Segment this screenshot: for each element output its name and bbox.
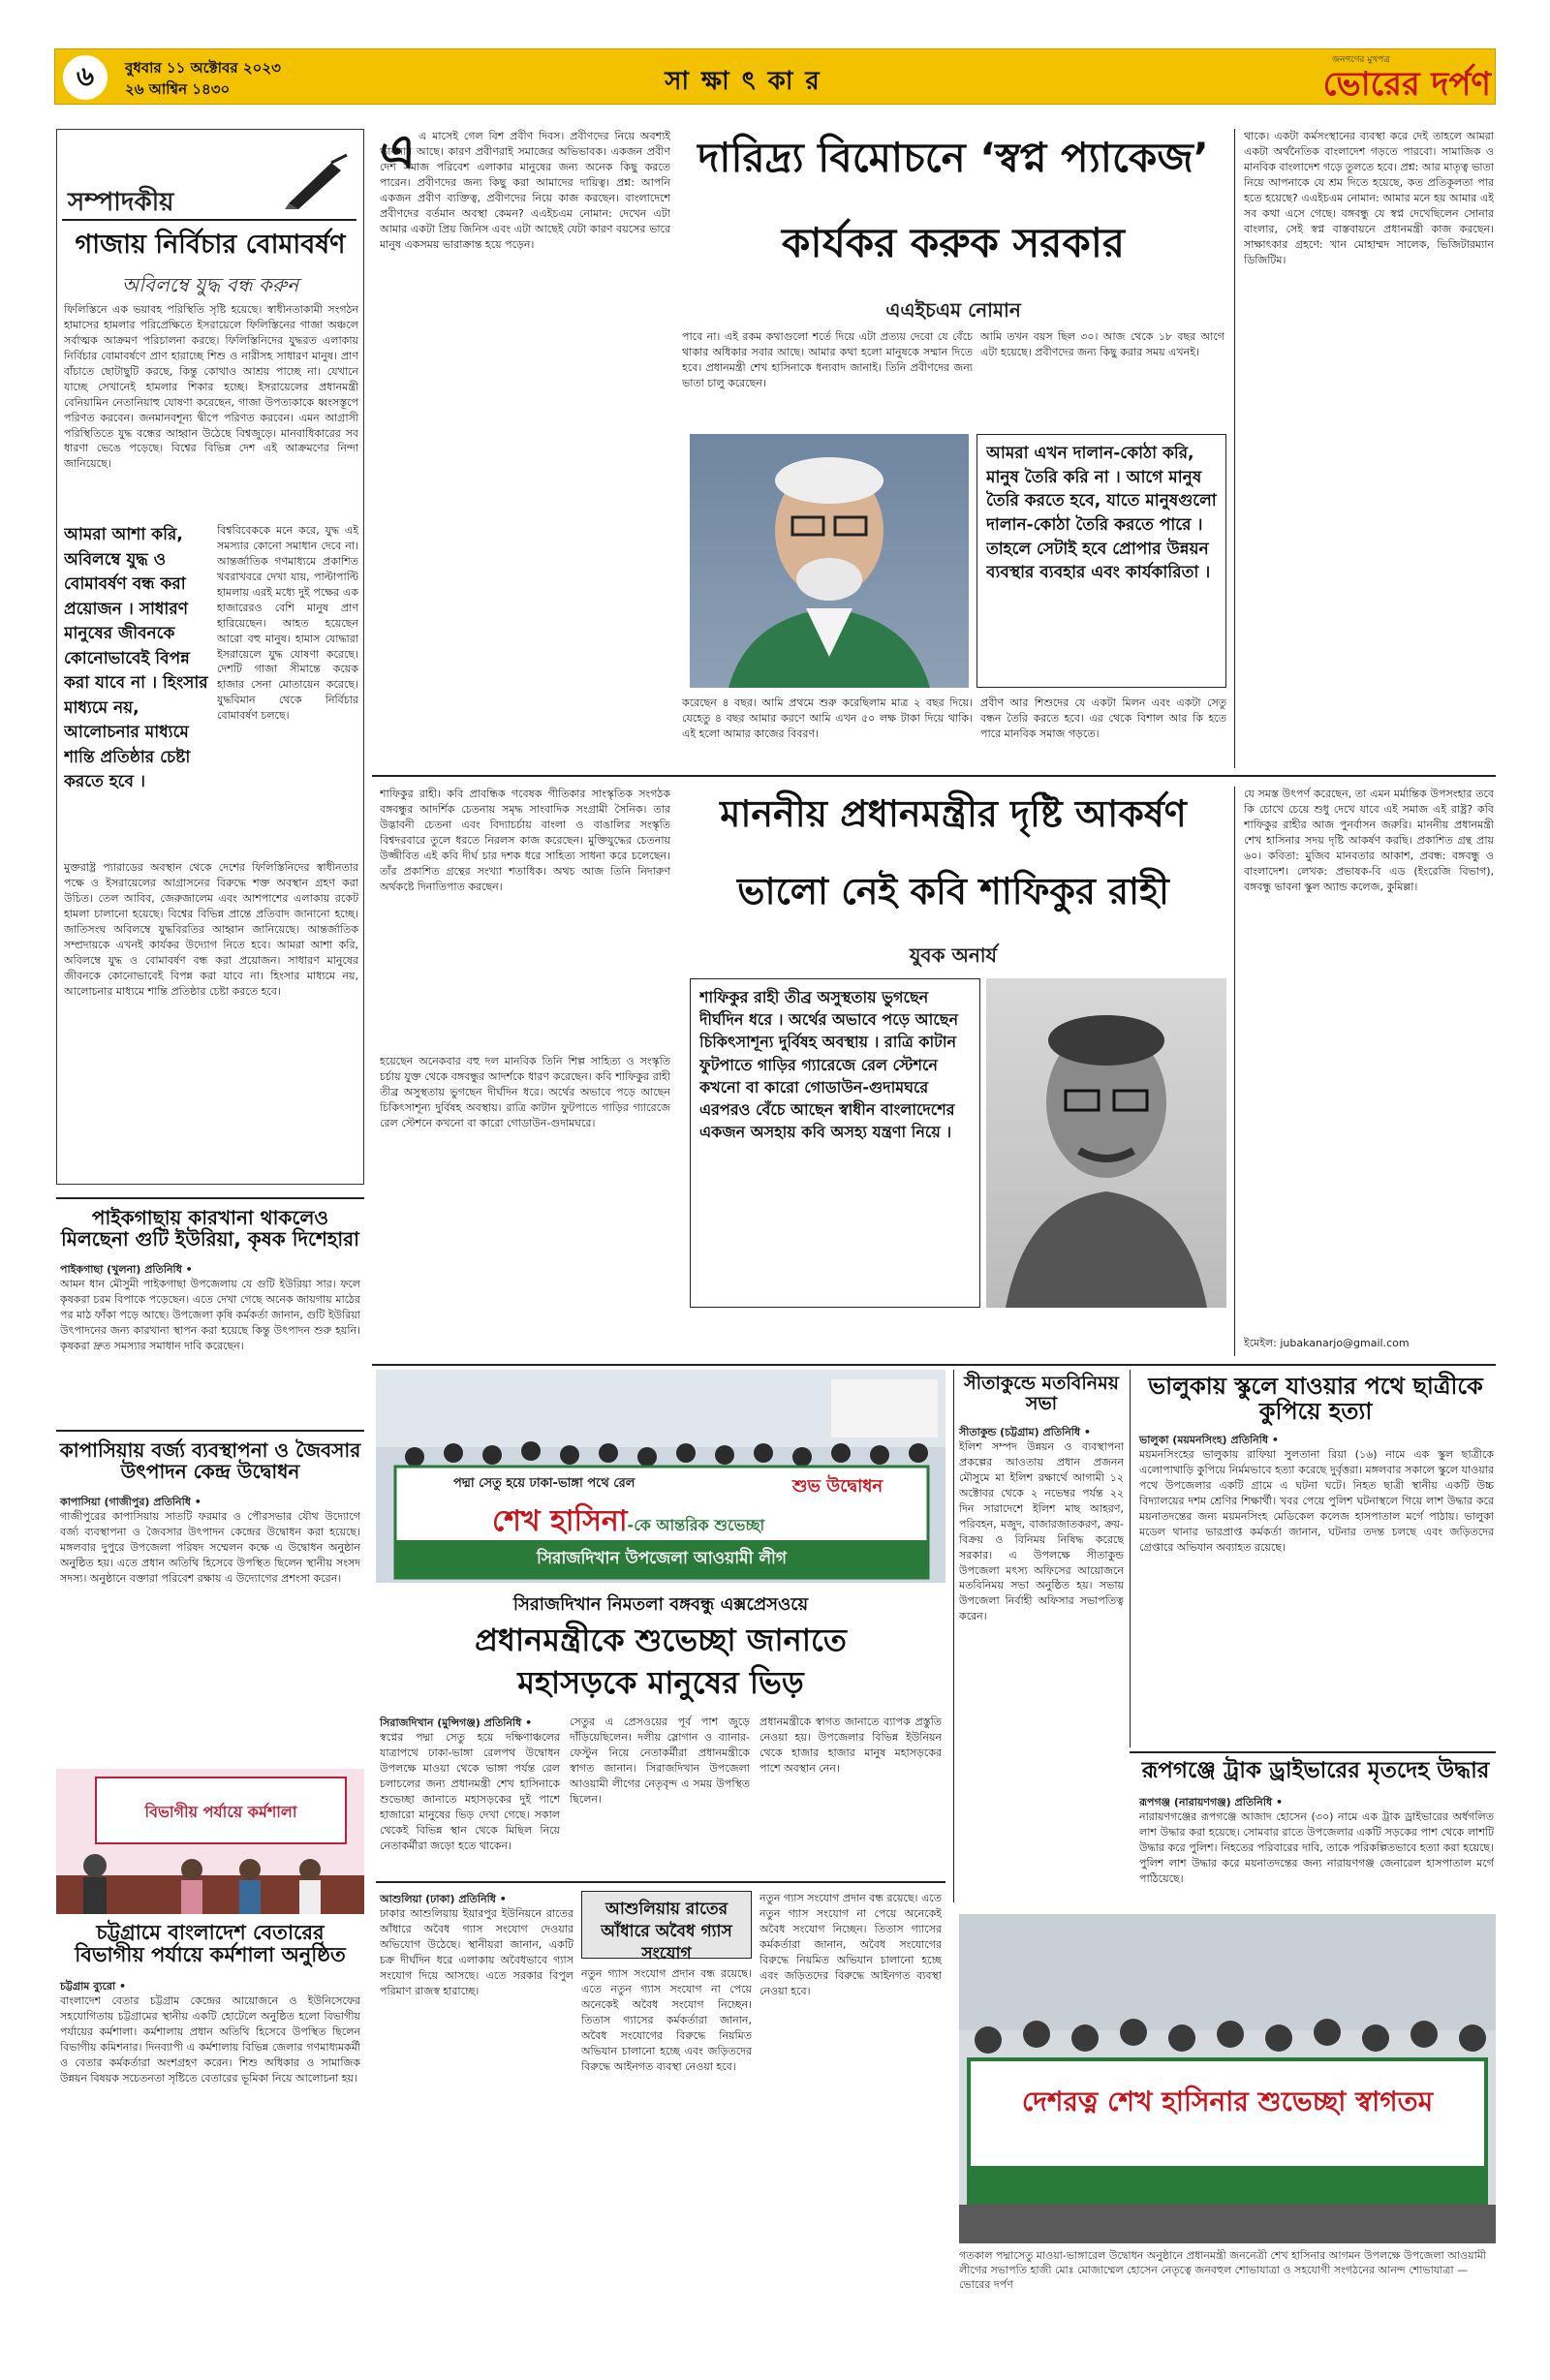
expressway-banner-small: পদ্মা সেতু হয়ে ঢাকা-ভাঙ্গা পথে রেল [453,1476,636,1491]
chattogram-workshop-photo [56,1769,364,1914]
kapasia-dateline: কাপাসিয়া (গাজীপুর) প্রতিনিধি • [60,1496,202,1508]
date-line-2: ২৬ আশ্বিন ১৪৩০ [125,80,231,98]
sitakunda-headline: সীতাকুন্ডে মতবিনিময় সভা [964,1373,1119,1414]
expressway-banner-org-strip [395,1540,928,1577]
editorial-body-2: বিশ্ববিবেককে মনে করে, যুদ্ধ এই সমস্যার কোনো সমাধান দেবে না। আন্তর্জাতিক গণমাধ্যমে প্রকাশিত খবরাখবরে দেখা যায়, পাল্টাপাল্টি হামলায় এরই মধ্যে দুই পক্ষের এক হাজারেরও বেশি মানুষ প্রাণ হারিয়েছেন। আহত হয়েছেন আরো বহু মানুষ। হামাস যোদ্ধারা ইসরায়েলে যুদ্ধ যোষণা করেছে। দেশটি গাজা সীমান্তে কয়েক হাজার সেনা মোতায়েন করেছে। যুদ্ধবিমান থেকে নির্বিচার বোমাবর্ষণ চলছে। [217,524,358,723]
interview1-col1-text: এ মাসেই গেল বিশ প্রবীণ দিবস। প্রবীণদের নিয়ে অবশ্যই ভাবনার আছে। কারণ প্রবীণরাই সমাজের অভিভাবক। একজন প্রবীণ দেশ সমাজ পরিবেশ এলাকার মানুষের জন্য অনেক কিছু করতে পারেন। প্রবীণদের জন্য কিছু করা আমাদের দায়িত্ব। প্রশ্ন: আপনি একজন প্রবীণ ব্যক্তিত্ব, প্রবীণদের নিয়ে কাজ করছেন। বাংলাদেশে প্রবীণদের বর্তমান অবস্থা কেমন? এএইচএম নোমান: দেখেন এটা আমার একটা প্রিয় জিনিস এবং এটা আছেই যেটা কারণ বয়সের ভারে মানুষ একসময় ভারাক্রান্ত হয়ে পড়েন। [380,130,670,251]
ashulia-col1: ঢাকার আশুলিয়ায় ইয়ারপুর ইউনিয়নে রাতের আঁধারে অবৈধ গ্যাস সংযোগ দেওয়ার অভিযোগ উঠেছে। স্থানীয়রা জানান, একটি চক্র দীর্ঘদিন ধরে এলাকায় অবৈধভাবে গ্যাস সংযোগ দিয়ে আসছে। এতে সরকার বিপুল পরিমাণ রাজস্ব হারাচ্ছে। [380,1907,574,1997]
expressway-headline-2: মহাসড়কে মানুষের ভিড় [517,1664,804,1701]
editorial-pull-quote: আমরা আশা করি, অবিলম্বে যুদ্ধ ও বোমাবর্ষণ বন্ধ করা প্রয়োজন । সাধারণ মানুষের জীবনকে কোনোভাবেই বিপন্ন করা যাবে না । হিংসার মাধ্যমে নয়, আলোচনার মাধ্যমে শান্তি প্রতিষ্ঠার চেষ্টা করতে হবে । [64,525,208,791]
interview2-col1-text: শাফিকুর রাহী। কবি প্রাবন্ধিক গবেষক গীতিকার সাংস্কৃতিক সংগঠক বঙ্গবন্ধুর আদর্শিক চেতনায় সমৃদ্ধ সাংবাদিক সংগ্রামী সৈনিক। তার উদ্ভাবনী চেতনা এবং বিদ্যাচর্চায় বাংলা ও বাঙালির সংস্কৃতি বিশ্বদরবারে তুলে ধরতে নিরলস কাজ করেছেন। মুক্তিযুদ্ধের চেতনায় উজ্জীবিত এই কবি দীর্ঘ চার দশক ধরে সাহিত্য সাধনা করে চলেছেন। তাঁর প্রকাশিত গ্রন্থের সংখ্যা শতাধিক। অথচ আজ তিনি নিদারুণ অর্থকষ্টে দিনাতিপাত করছেন। [380,788,670,893]
interview2-email: ইমেইল: jubakanarjo@gmail.com [1244,1337,1410,1349]
expressway-col2: সেতুর এ প্রেসওয়ের পূর্ব পাশ জুড়ে দাঁড়িয়েছিলেন। দলীয় স্লোগান ও ব্যানার-ফেস্টুন নিয়ে নেতাকর্মীরা প্রধানমন্ত্রীকে স্বাগত জানান। সিরাজদিখান উপজেলা আওয়ামী লীগের নেতৃবৃন্দ এ সময় উপস্থিত ছিলেন। [570,1715,750,1806]
interview1-col5-text: করেছেন ৪ বছর। আমি প্রথমে শুরু করেছিলাম মাত্র ২ বছর দিয়ে। যেহেতু ৪ বছর আমার করণে আমি এখন ৫০ লক্ষ টাকা দিয়ে থাকি। এই হলো আমার কাজের বিবরণ। [682,696,973,740]
rally-banner-text: দেশরত্ন শেখ হাসিনার শুভেচ্ছা স্বাগতম [1021,2086,1434,2117]
interview1-col1: এ এ মাসেই গেল বিশ প্রবীণ দিবস। প্রবীণদের নিয়ে অবশ্যই ভাবনার আছে। কারণ প্রবীণরাই সমাজের অভিভাবক। একজন প্রবীণ দেশ সমাজ পরিবেশ এলাকার মানুষের জন্য অনেক কিছু করতে পারেন। প্রবীণদের জন্য কিছু করা আমাদের দায়িত্ব। প্রশ্ন: আপনি একজন প্রবীণ ব্যক্তিত্ব, প্রবীণদের নিয়ে কাজ করছেন। বাংলাদেশে প্রবীণদের বর্তমান অবস্থা কেমন? এএইচএম নোমান: দেখেন এটা আমার একটা প্রিয় জিনিস এবং এটা আছেই যেটা কারণ বয়সের ভারে মানুষ একসময় ভারাক্রান্ত হয়ে পড়েন। [380,129,670,768]
sitakunda-body: ইলিশ সম্পদ উন্নয়ন ও ব্যবস্থাপনা প্রকল্পের আওতায় প্রধান প্রজনন মৌসুমে মা ইলিশ রক্ষার্থে আগামী ১২ অক্টোবর থেকে ২ নভেম্বর পর্যন্ত ২২ দিন সারাদেশে ইলিশ মাছ আহরণ, পরিবহন, মজুদ, বাজারজাতকরণ, ক্রয়-বিক্রয় ও বিনিময় নিষিদ্ধ করেছে সরকার। এ উপলক্ষে সীতাকুন্ড উপজেলা মৎস্য অফিসের আয়োজনে মতবিনিময় সভা অনুষ্ঠিত হয়। সভায় উপজেলা নির্বাহী অফিসার সভাপতিত্ব করেন। [959,1440,1124,1623]
expressway-kicker: সিরাজদিখান নিমতলা বঙ্গবন্ধু এক্সপ্রেসওয়ে [512,1594,809,1615]
editorial-body-3: মুক্তরাষ্ট্র প্যারাডের অবস্থান থেকে দেশের ফিলিস্তিনিদের স্বাধীনতার পক্ষে ও ইসরায়েলের আগ্রাসনের বিরুদ্ধে শক্ত অবস্থান গ্রহণ করা উচিত। তেল আবিব, জেরুজালেম এবং আশপাশের এলাকায় রকেট হামলা চালানো হয়েছে। বিশ্বের বিভিন্ন প্রান্তে প্রতিবাদ জানানো হচ্ছে। জাতিসংঘ অবিলম্বে যুদ্ধবিরতির আহ্বান জানিয়েছে। আন্তর্জাতিক সম্প্রদায়কে এখনই কার্যকর উদ্যোগ নিতে হবে। আমরা আশা করি, অবিলম্বে যুদ্ধ ও বোমাবর্ষণ বন্ধ করা প্রয়োজন। সাধারণ মানুষের জীবনকে কোনোভাবেই বিপন্ন করা যাবে না। হিংসার মাধ্যমে নয়, আলোচনার মাধ্যমে শান্তি প্রতিষ্ঠার চেষ্টা করতে হবে। [64,861,358,998]
editorial-label: সম্পাদকীয় [68,188,174,217]
section-title: সা ক্ষা ৎ কা র [665,67,822,96]
chattogram-dateline: চট্টগ্রাম ব্যুরো • [60,1980,127,1993]
pen-icon [281,153,349,211]
ashulia-title: আশুলিয়ায় রাতের আঁধারে অবৈধ গ্যাস সংযোগ [601,1900,732,1963]
interview2-headline-1: মাননীয় প্রধানমন্ত্রীর দৃষ্টি আকর্ষণ [720,792,1187,835]
page-number: ৬ [63,55,108,100]
editorial-subhead: অবিলম্বে যুদ্ধ বন্ধ করুন [121,273,299,296]
rally-photo-caption: গতকাল পদ্মাসেতু মাওয়া-ভাঙ্গারেল উদ্বোধন অনুষ্ঠানে প্রধানমন্ত্রী জননেত্রী শেখ হাসিনার আগমন উপলক্ষে উপজেলা আওয়ামী লীগের সভাপতি হাজী মোঃ মোজাম্মেল হোসেন নেতৃত্বে জনবহুল শোভাযাত্রা ও সহযোগী সংগঠনের আনন্দ শোভাযাত্রা — ভোরের দর্পণ [959,2249,1487,2291]
expressway-rally-photo [376,1370,946,1583]
editorial-headline: গাজায় নির্বিচার বোমাবর্ষণ [75,230,346,260]
date-line-1: বুধবার ১১ অক্টোবর ২০২৩ [125,59,281,77]
interview1-headline-2: কার্যকর করুক সরকার [782,219,1125,266]
interview1-col2-text: পাবে না। এই রকম কথাগুলো শর্তে দিয়ে এটা প্রত্যয় দেবো যে বেঁচে থাকার অধিকার সবার আছে। আমার কথা হলো মানুষকে সম্মান দিতে হবে। প্রধানমন্ত্রী শেখ হাসিনাকে ধন্যবাদ জানাই। তিনি প্রবীণদের জন্য ভাতা চালু করেছেন। [682,330,973,389]
ashulia-col-mid: নতুন গ্যাস সংযোগ প্রদান বন্ধ রয়েছে। এতে নতুন গ্যাস সংযোগ না পেয়ে অনেকেই অবৈধ সংযোগ নিচ্ছেন। তিতাস গ্যাসের কর্মকর্তারা জানান, অবৈধ সংযোগের বিরুদ্ধে নিয়মিত অভিযান চালানো হচ্ছে এবং জড়িতদের বিরুদ্ধে আইনগত ব্যবস্থা নেওয়া হবে। [581,1967,752,2073]
interview1-byline: এএইচএম নোমান [885,298,1021,322]
rupganj-headline: রূপগঞ্জে ট্রাক ড্রাইভারের মৃতদেহ উদ্ধার [1141,1758,1490,1783]
kapasia-headline: কাপাসিয়ায় বর্জ্য ব্যবস্থাপনা ও জৈবসার উৎপাদন কেন্দ্র উদ্বোধন [59,1438,361,1483]
sitakunda-dateline: সীতাকুন্ড (চট্টগ্রাম) প্রতিনিধি • [959,1426,1091,1438]
interview2-headline-2: ভালো নেই কবি শাফিকুর রাহী [737,870,1169,912]
interview1-portrait [690,434,969,688]
expressway-col3: প্রধানমন্ত্রীকে স্বাগত জানাতে ব্যাপক প্রস্তুতি নেওয়া হয়। উপজেলার বিভিন্ন ইউনিয়ন থেকে হাজার হাজার মানুষ মহাসড়কের পাশে অবস্থান নেন। [760,1715,942,1775]
rupganj-body: নারায়ণগঞ্জের রূপগঞ্জে আজাদ হোসেন (৩০) নামে এক ট্রাক ড্রাইভারের অর্ধগলিত লাশ উদ্ধার করা হয়েছে। সোমবার রাতে উপজেলার একটি সড়কের পাশ থেকে লাশটি উদ্ধার করে পুলিশ। নিহতের পরিবারের দাবি, তাকে পরিকল্পিতভাবে হত্যা করা হয়েছে। পুলিশ লাশ উদ্ধার করে ময়নাতদন্তের জন্য নারায়ণগঞ্জ জেনারেল হাসপাতাল মর্গে পাঠিয়েছে। [1139,1810,1494,1885]
expressway-banner-big-suffix: -কে আন্তরিক শুভেচ্ছা [627,1516,765,1534]
bhaluka-body: ময়মনসিংহের ভালুকায় রাফিয়া সুলতানা রিয়া (১৬) নামে এক স্কুল ছাত্রীকে এলোপাথাড়ি কুপিয়ে নির্মমভাবে হত্যা করেছে দুর্বৃত্তরা। মঙ্গলবার সকালে স্কুলে যাওয়ার পথে উপজেলার একটি গ্রামে এ ঘটনা ঘটে। নিহত ছাত্রী স্থানীয় একটি উচ্চ বিদ্যালয়ের দশম শ্রেণির শিক্ষার্থী। খবর পেয়ে পুলিশ ঘটনাস্থলে গিয়ে লাশ উদ্ধার করে ময়নাতদন্তের জন্য ময়মনসিংহ মেডিকেল কলেজ হাসপাতাল মর্গে পাঠায়। ভালুকা মডেল থানার ভারপ্রাপ্ত কর্মকর্তা জানান, ঘটনার তদন্ত চলছে এবং জড়িতদের গ্রেপ্তারে অভিযান অব্যাহত রয়েছে। [1139,1448,1494,1554]
expressway-dateline: সিরাজদিখান (মুন্সিগঞ্জ) প্রতিনিধি • [380,1716,533,1729]
kapasia-body: গাজীপুরের কাপাসিয়ায় সাতটি ফরমার ও পৌরসভার যৌথ উদ্যোগে বর্জ্য ব্যবস্থাপনা ও জৈবসার উৎপাদন কেন্দ্রের উদ্বোধন করা হয়েছে। মঙ্গলবার দুপুরে উপজেলা পরিষদ সম্মেলন কক্ষে এ উদ্বোধন অনুষ্ঠান অনুষ্ঠিত হয়। এতে প্রধান অতিথি হিসেবে উপস্থিত ছিলেন স্থানীয় সংসদ সদস্য। অনুষ্ঠানে বক্তারা পরিবেশ রক্ষায় এ উদ্যোগের প্রশংসা করেন। [60,1510,360,1585]
paikgacha-headline: পাইকগাছায় কারখানা থাকলেও মিলছেনা গুটি ইউরিয়া, কৃষক দিশেহারা [61,1206,359,1251]
interview2-portrait [986,978,1226,1308]
paikgacha-dateline: পাইকগাছা (খুলনা) প্রতিনিধি • [60,1263,193,1276]
interview2-col3-text: যে সমস্ত উৎপর্ণ করেছেন, তা এমন মর্মান্তিক উপসংহার তবে কি চোখে চেয়ে শুধু দেখে যাবে এই সমাজ এই রাষ্ট্র? কবি শাফিকুর রাহীর আজ পুনর্বাসন জরুরি। মাননীয় প্রধানমন্ত্রী শেখ হাসিনার সদয় দৃষ্টি আকর্ষণ করছি। প্রকাশিত গ্রন্থ প্রায় ৬০। কবিতা: মুজিব মানবতার আকাশ, প্রবন্ধ: বঙ্গবন্ধু ও বাংলাদেশ। লেখক: প্রভাষক-বি এড (ইংরেজি বিভাগ), বঙ্গবন্ধু ভাবনা স্কুল অ্যান্ড কলেজ, কুমিল্লা। [1244,788,1494,893]
bhaluka-dateline: ভালুকা (ময়মনসিংহ) প্রতিনিধি • [1139,1434,1279,1446]
masthead-logo: ভোরের দর্পণ [1322,65,1491,104]
ashulia-col2: নতুন গ্যাস সংযোগ প্রদান বন্ধ রয়েছে। এতে নতুন গ্যাস সংযোগ না পেয়ে অনেকেই অবৈধ সংযোগ নিচ্ছেন। তিতাস গ্যাসের কর্মকর্তারা জানান, অবৈধ সংযোগের বিরুদ্ধে নিয়মিত অভিযান চালানো হচ্ছে এবং জড়িতদের বিরুদ্ধে আইনগত ব্যবস্থা নেওয়া হবে। [760,1892,942,1997]
ashulia-dateline: আশুলিয়া (ঢাকা) প্রতিনিধি • [380,1893,507,1905]
rally-photo [959,1914,1496,2243]
expressway-banner-big-name: শেখ হাসিনা [492,1504,628,1538]
interview1-col4-text: থাকে। একটা কর্মসংস্থানের ব্যবস্থা করে দেই তাহলে আমরা একটা অর্থনৈতিক বাংলাদেশ গড়তে পারবো। সামাজিক ও মানবিক বাংলাদেশ গড়ে তুলতে হবে। প্রশ্ন: আর মাতৃত্ব ভাতা নিয়ে আপনাকে যে শ্রম দিতে হয়েছে, কত প্রতিকূলতা পার হতে হয়েছে? এএইচএম নোমান: আমার মনে হয় আমার এই সব কথা এসে গেছে। বঙ্গবন্ধু যে স্বপ্ন দেখেছিলেন সোনার বাংলার, সেই স্বপ্ন বাস্তবায়নে প্রধানমন্ত্রী কাজ করছেন। সাক্ষাৎকার গ্রহণে: খান মোহাম্মদ সালেক, ভিজিটারম্যান ডিজিটিম। [1244,130,1494,266]
interview1-quote: আমরা এখন দালান-কোঠা করি, মানুষ তৈরি করি না । আগে মানুষ তৈরি করতে হবে, যাতে মানুষগুলো দালান-কোঠা তৈরি করতে পারে । তাহলে সেটাই হবে প্রোপার উন্নয়ন ব্যবস্থার ব্যবহার এবং কার্যকারিতা । [986,444,1217,583]
chattogram-body: বাংলাদেশ বেতার চট্টগ্রাম কেন্দ্রের আয়োজনে ও ইউনিসেফের সহযোগিতায় চট্টগ্রামের স্থানীয় একটি হোটেলে অনুষ্ঠিত হলো বিভাগীয় পর্যায়ের কর্মশালা। কর্মশালায় প্রধান অতিথি হিসেবে উপস্থিত ছিলেন বিভাগীয় কমিশনার। দিনব্যাপী এ কর্মশালায় বিভিন্ন জেলার গণমাধ্যমকর্মী ও বেতার কর্মকর্তারা অংশগ্রহণ করেন। শিশু অধিকার ও সামাজিক উন্নয়ন বিষয়ক সচেতনতা সৃষ্টিতে বেতারের ভূমিকা নিয়ে আলোচনা হয়। [60,1994,360,2085]
interview2-col2-text: হয়েছেন অনেকবার বহু দল মানবিক তিনি শিল্প সাহিত্য ও সংস্কৃতি চর্চায় যুক্ত থেকে বঙ্গবন্ধুর আদর্শকে ধারণ করেছেন। কবি শাফিকুর রাহী তীব্র অসুস্থতায় ভুগছেন দীর্ঘদিন ধরে। অর্থের অভাবে পড়ে আছেন চিকিৎসাশূন্য দুর্বিষহ অবস্থায়। রাত্রি কাটান ফুটপাতে গাড়ির গ্যারেজে রেল স্টেশনে কখনো বা কারো গোডাউন-গুদামঘরে। [380,1055,670,1129]
interview2-quote: শাফিকুর রাহী তীব্র অসুস্থতায় ভুগছেন দীর্ঘদিন ধরে । অর্থের অভাবে পড়ে আছেন চিকিৎসাশূন্য দুর্বিষহ অবস্থায় । রাত্রি কাটান ফুটপাতে গাড়ির গ্যারেজে রেল স্টেশনে কখনো বা কারো গোডাউন-গুদামঘরে এরপরও বেঁচে আছেন স্বাধীন বাংলাদেশের একজন অসহায় কবি অসহ্য যন্ত্রণা নিয়ে । [699,988,958,1142]
masthead-small: জনগণের মুখপত্র [1332,55,1390,65]
interview1-col6-text: প্রবীণ আর শিশুদের যে একটা মিলন এবং একটা সেতু বন্ধন তৈরি করতে হবে। এর থেকে বিশাল আর কি হতে পারে মানবিক সমাজ গড়তে। [980,696,1226,740]
expressway-banner-org: সিরাজদিখান উপজেলা আওয়ামী লীগ [536,1549,788,1568]
page-header [54,48,1496,105]
editorial-body-1: ফিলিস্তিনে এক ভয়াবহ পরিস্থিতি সৃষ্টি হয়েছে। স্বাধীনতাকামী সংগঠন হামাসের হামলার পরিপ্রেক্ষিতে ইসরায়েলে ফিলিস্তিনের গাজা অঞ্চলে সর্বাত্মক আক্রমণ পরিচালনা করছে। ফিলিস্তিনিদের যুদ্ধরত এলাকায় নির্বিচার বোমাবর্ষণে প্রাণ হারাচ্ছে শিশু ও নারীসহ সাধারণ মানুষ। প্রাণ বাঁচাতে ছোটাছুটি করছে, কিন্তু কোথাও আশ্রয় পাচ্ছে না। যেখানে যাচ্ছে সেখানেই হামলার শিকার হচ্ছে। ইসরায়েলের প্রধানমন্ত্রী বেনিয়ামিন নেতানিয়াহু যোষণা করেছেন, গাজা উপত্যকাকে ধ্বংসস্তূপে পরিণত করবেন। জনমানবশূন্য দ্বীপে পরিণত করবেন। এমন আগ্রাসী পরিস্থিতিতে যুদ্ধ বন্ধের আহ্বান উঠেছে বিশ্বজুড়ে। মানবাধিকারের সব ধারণা ভেঙে পড়েছে। বিশ্বের বিভিন্ন দেশ এই আক্রমণের নিন্দা জানিয়েছে। [64,303,358,471]
expressway-banner-inauguration: শুভ উদ্বোধন [792,1476,884,1497]
expressway-col1: স্বপ্নের পদ্মা সেতু হয়ে দক্ষিণাঞ্চলের যাত্রাপথে ঢাকা-ভাঙ্গা রেলপথ উদ্বোধন উপলক্ষে মাওয়া থেকে ভাঙ্গা পর্যন্ত রেল চলাচলের জন্য প্রধানমন্ত্রী শেখ হাসিনাকে শুভেচ্ছা জানাতে মহাসড়কের দুই পাশে হাজারো মানুষের ভিড় দেখা গেছে। সকাল থেকেই বিভিন্ন স্থান থেকে মিছিল নিয়ে নেতাকর্মীরা জড়ো হতে থাকেন। [380,1731,560,1852]
interview2-byline: যুবক অনার্য [909,943,998,967]
bhaluka-headline: ভালুকায় স্কুলে যাওয়ার পথে ছাত্রীকে কুপিয়ে হত্যা [1148,1373,1483,1426]
interview1-headline-1: দারিদ্র্য বিমোচনে ‘স্বপ্ন প্যাকেজ’ [698,134,1209,181]
chattogram-headline: চট্টগ্রামে বাংলাদেশ বেতারের বিভাগীয় পর্যায়ে কর্মশালা অনুষ্ঠিত [75,1921,346,1967]
workshop-banner-text: বিভাগীয় পর্যায়ে কর্মশালা [144,1803,297,1821]
expressway-headline-1: প্রধানমন্ত্রীকে শুভেচ্ছা জানাতে [475,1622,847,1658]
interview1-col3-text: আমি তখন বয়স ছিল ৩০। আজ থেকে ১৮ বছর আগে এটা হয়েছে। প্রবীণদের জন্য কিছু করার সময় এখনই। [980,330,1224,358]
workshop-banner [95,1777,347,1844]
rupganj-dateline: রূপগঞ্জ (নারায়ণগঞ্জ) প্রতিনিধি • [1139,1796,1284,1808]
paikgacha-body: আমন ধান মৌসুমী পাইকগাছা উপজেলায় যে গুটি ইউরিয়া সার। ফলে কৃষকরা চরম বিপাকে পড়েছেন। এতে দেখা গেছে অনেক জায়গায় মাঠের পর মাঠ ফাঁকা পড়ে আছে। উপজেলা কৃষি কর্মকর্তা জানান, গুটি ইউরিয়া উৎপাদনের জন্য কারখানা স্থাপন করা হয়েছে কিন্তু উৎপাদন শুরু হয়নি। কৃষকরা দ্রুত সমস্যার সমাধান দাবি করেছেন। [60,1278,360,1352]
